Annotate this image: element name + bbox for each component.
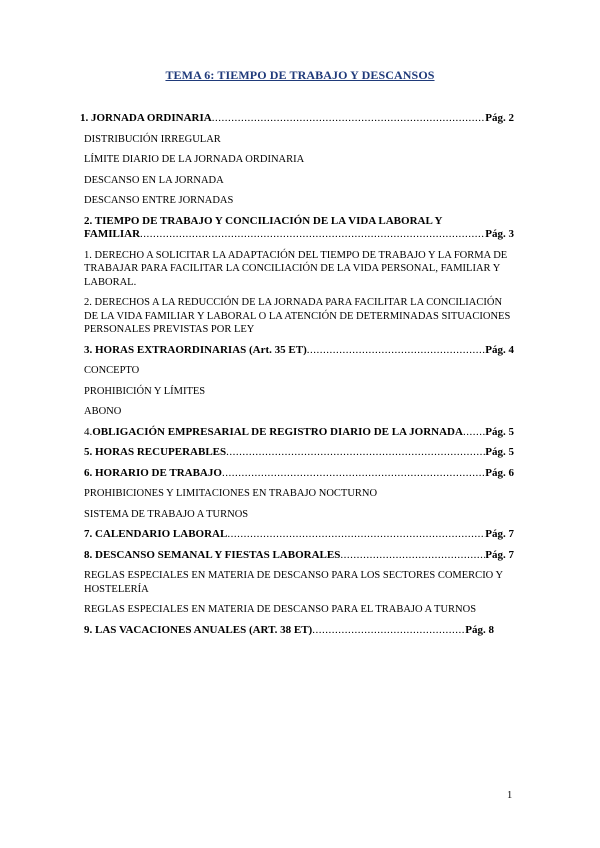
toc-subitem[interactable]: PROHIBICIONES Y LIMITACIONES EN TRABAJO NOCTURNO bbox=[84, 488, 378, 499]
toc-subitem[interactable]: SISTEMA DE TRABAJO A TURNOS bbox=[84, 508, 249, 520]
toc-leader-dots bbox=[222, 467, 485, 481]
toc-subitem[interactable]: REGLAS ESPECIALES EN MATERIA DE DESCANSO PARA EL TRABAJO A TURNOS bbox=[84, 604, 477, 615]
toc-section-9-label: 9. LAS VACACIONES ANUALES (ART. 38 ET) bbox=[84, 623, 313, 636]
toc-leader-dots bbox=[226, 446, 485, 460]
toc-subitem[interactable]: LÍMITE DIARIO DE LA JORNADA ORDINARIA bbox=[84, 154, 305, 165]
toc-section-1-page: Pág. 2 bbox=[485, 112, 514, 124]
toc-section-6-page: Pág. 6 bbox=[485, 466, 514, 479]
toc-section-8[interactable] bbox=[84, 549, 514, 563]
document-title: TEMA 6: TIEMPO DE TRABAJO Y DESCANSOS bbox=[165, 68, 435, 82]
table-of-contents bbox=[80, 112, 514, 644]
toc-section-8-label: 8. DESCANSO SEMANAL Y FIESTAS LABORALES bbox=[84, 548, 341, 561]
toc-leader-dots bbox=[307, 344, 486, 358]
toc-section-7[interactable] bbox=[84, 528, 514, 542]
toc-subitem[interactable]: CONCEPTO bbox=[84, 365, 140, 376]
toc-section-9[interactable] bbox=[84, 624, 494, 638]
toc-leader-dots bbox=[312, 624, 465, 638]
toc-leader-dots bbox=[340, 549, 485, 563]
toc-section-1[interactable] bbox=[80, 112, 514, 126]
toc-section-7-page: Pág. 7 bbox=[485, 528, 514, 540]
toc-subitem[interactable]: ABONO bbox=[84, 406, 122, 417]
toc-section-5[interactable] bbox=[84, 446, 514, 460]
toc-subitem[interactable]: REGLAS ESPECIALES EN MATERIA DE DESCANSO PARA LOS SECTORES COMERCIO Y HOSTELERÍA bbox=[84, 570, 503, 595]
toc-subitem[interactable]: DISTRIBUCIÓN IRREGULAR bbox=[84, 133, 221, 145]
toc-leader-dots bbox=[212, 112, 486, 126]
toc-section-9-page: Pág. 8 bbox=[465, 623, 494, 636]
toc-section-6-label: 6. HORARIO DE TRABAJO bbox=[84, 466, 222, 479]
toc-section-4[interactable] bbox=[84, 426, 514, 440]
toc-section-5-page: Pág. 5 bbox=[485, 446, 514, 458]
toc-subitem[interactable]: DESCANSO ENTRE JORNADAS bbox=[84, 195, 234, 206]
toc-subitem[interactable]: DESCANSO EN LA JORNADA bbox=[84, 174, 224, 186]
toc-section-4-label: OBLIGACIÓN EMPRESARIAL DE REGISTRO DIARIO DE LA JORNADA bbox=[92, 425, 463, 438]
toc-section-4-number: 4. bbox=[84, 425, 93, 438]
toc-section-6[interactable] bbox=[84, 467, 514, 481]
toc-leader-dots bbox=[227, 528, 485, 542]
toc-section-2-page: Pág. 3 bbox=[485, 228, 514, 240]
toc-subitem[interactable]: 1. DERECHO A SOLICITAR LA ADAPTACIÓN DEL TIEMPO DE TRABAJO Y LA FORMA DE TRABAJAR PARA FACILITAR LA CONCILIACIÓN DE LA VIDA PERSONAL, FAMILIAR Y LABORAL. bbox=[84, 249, 508, 288]
toc-section-4-page: Pág. 5 bbox=[485, 425, 514, 438]
toc-section-3-page: Pág. 4 bbox=[485, 343, 514, 356]
toc-section-3-label: 3. HORAS EXTRAORDINARIAS (Art. 35 ET) bbox=[84, 343, 307, 356]
toc-section-1-label: 1. JORNADA ORDINARIA bbox=[80, 112, 212, 124]
toc-section-2[interactable] bbox=[84, 215, 514, 242]
toc-section-2-line2: FAMILIAR bbox=[84, 228, 141, 240]
page-number: 1 bbox=[507, 790, 513, 801]
toc-subitem[interactable]: PROHIBICIÓN Y LÍMITES bbox=[84, 385, 206, 397]
toc-section-2-line1: 2. TIEMPO DE TRABAJO Y CONCILIACIÓN DE LA VIDA LABORAL Y bbox=[84, 214, 443, 227]
toc-section-5-label: 5. HORAS RECUPERABLES bbox=[84, 446, 227, 458]
toc-section-8-page: Pág. 7 bbox=[485, 548, 514, 561]
toc-section-7-label: 7. CALENDARIO LABORAL bbox=[84, 528, 228, 540]
toc-subitem[interactable]: 2. DERECHOS A LA REDUCCIÓN DE LA JORNADA PARA FACILITAR LA CONCILIACIÓN DE LA VIDA FAMILIAR Y LABORAL O LA ATENCIÓN DE DETERMINADAS SITUACIONES PERSONALES PREVISTAS POR LEY bbox=[84, 297, 511, 335]
toc-leader-dots bbox=[463, 426, 485, 440]
toc-section-3[interactable] bbox=[84, 344, 514, 358]
toc-leader-dots bbox=[140, 228, 485, 242]
